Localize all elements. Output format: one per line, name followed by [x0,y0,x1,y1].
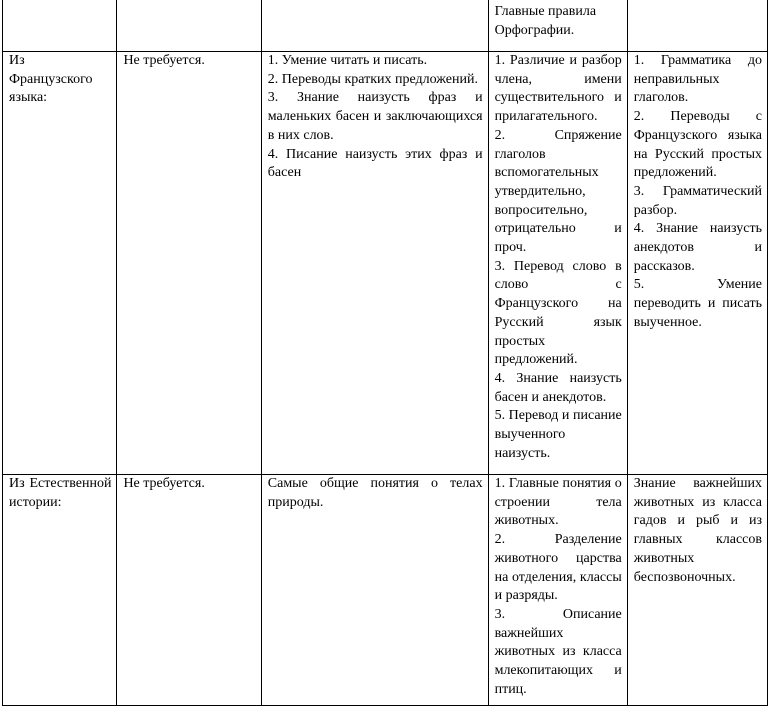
cell-subject-natural-history [3,475,117,706]
requirement-item: 1. Главные понятия о строении тела животных. [494,476,622,529]
requirement-item: 3. Перевод слово в слово с Французского на Русский язык простых предложений. [494,258,622,368]
requirement-item: 2. Переводы кратких предложений. [267,71,478,87]
curriculum-table [2,0,768,706]
requirement-item: 5. Умение переводить и писать выученное. [633,277,762,330]
requirement-item: 1. Грамматика до неправильных глаголов. [633,53,762,106]
requirement-item: 2. Спряжение глаголов вспомогательных утвердительно, вопросительно, отрицательно и проч. [494,127,622,256]
cell-req4-natural-history [627,475,767,706]
requirement-item: 3. Знание наизусть фраз и маленьких басен и заключающихся в них слов. [267,90,483,143]
cell-req2-french [261,52,488,475]
cell-req2-top [261,0,488,52]
requirement-item: 3. Описание важнейших животных из класса млекопитающих и птиц. [494,606,622,697]
requirement-item: 2. Разделение животного царства на отделения, классы и разряды. [494,532,622,604]
cell-text-line: Главные правила [494,4,597,19]
requirement-item: Знание важнейших животных из класса гадов и рыб и из главных классов животных беспозвоночных. [633,476,762,585]
requirement-item: 1. Различие и разбор члена, имени существительного и прилагательного. [494,53,622,125]
requirement-text: Не требуется. [123,476,205,491]
table-row-top [3,0,768,52]
requirement-item: 2. Переводы с Французского языка на Русский простых предложений. [633,109,762,181]
cell-req3-natural-history [488,475,627,706]
requirement-item: 1. Умение читать и писать. [267,53,428,68]
cell-req1-natural-history [117,475,261,706]
requirement-item: Самые общие понятия о телах природы. [267,476,483,510]
requirement-text: Не требуется. [123,53,205,68]
requirement-item: 4. Писание наизусть этих фраз и басен [267,146,483,181]
cell-subject-french [3,52,117,475]
table-row-french [3,52,768,475]
cell-req4-top [627,0,767,52]
cell-req3-top [488,0,627,52]
subject-label: Из Французского языка: [9,53,93,106]
cell-req1-french [117,52,261,475]
cell-req3-french [488,52,627,475]
requirement-item: 4. Знание наизусть басен и анекдотов. [494,370,622,405]
cell-req1-top [117,0,261,52]
cell-subject-top [3,0,117,52]
cell-req4-french [627,52,767,475]
cell-text-line: Орфографии. [494,22,575,38]
table-row-natural-history [3,475,768,706]
cell-req2-natural-history [261,475,488,706]
requirement-item: 5. Перевод и писание выученного наизусть. [494,408,622,461]
subject-label: Из Естественной истории: [9,476,112,510]
requirement-item: 4. Знание наизусть анекдотов и рассказов. [633,221,762,274]
requirement-item: 3. Грамматический разбор. [633,183,762,218]
